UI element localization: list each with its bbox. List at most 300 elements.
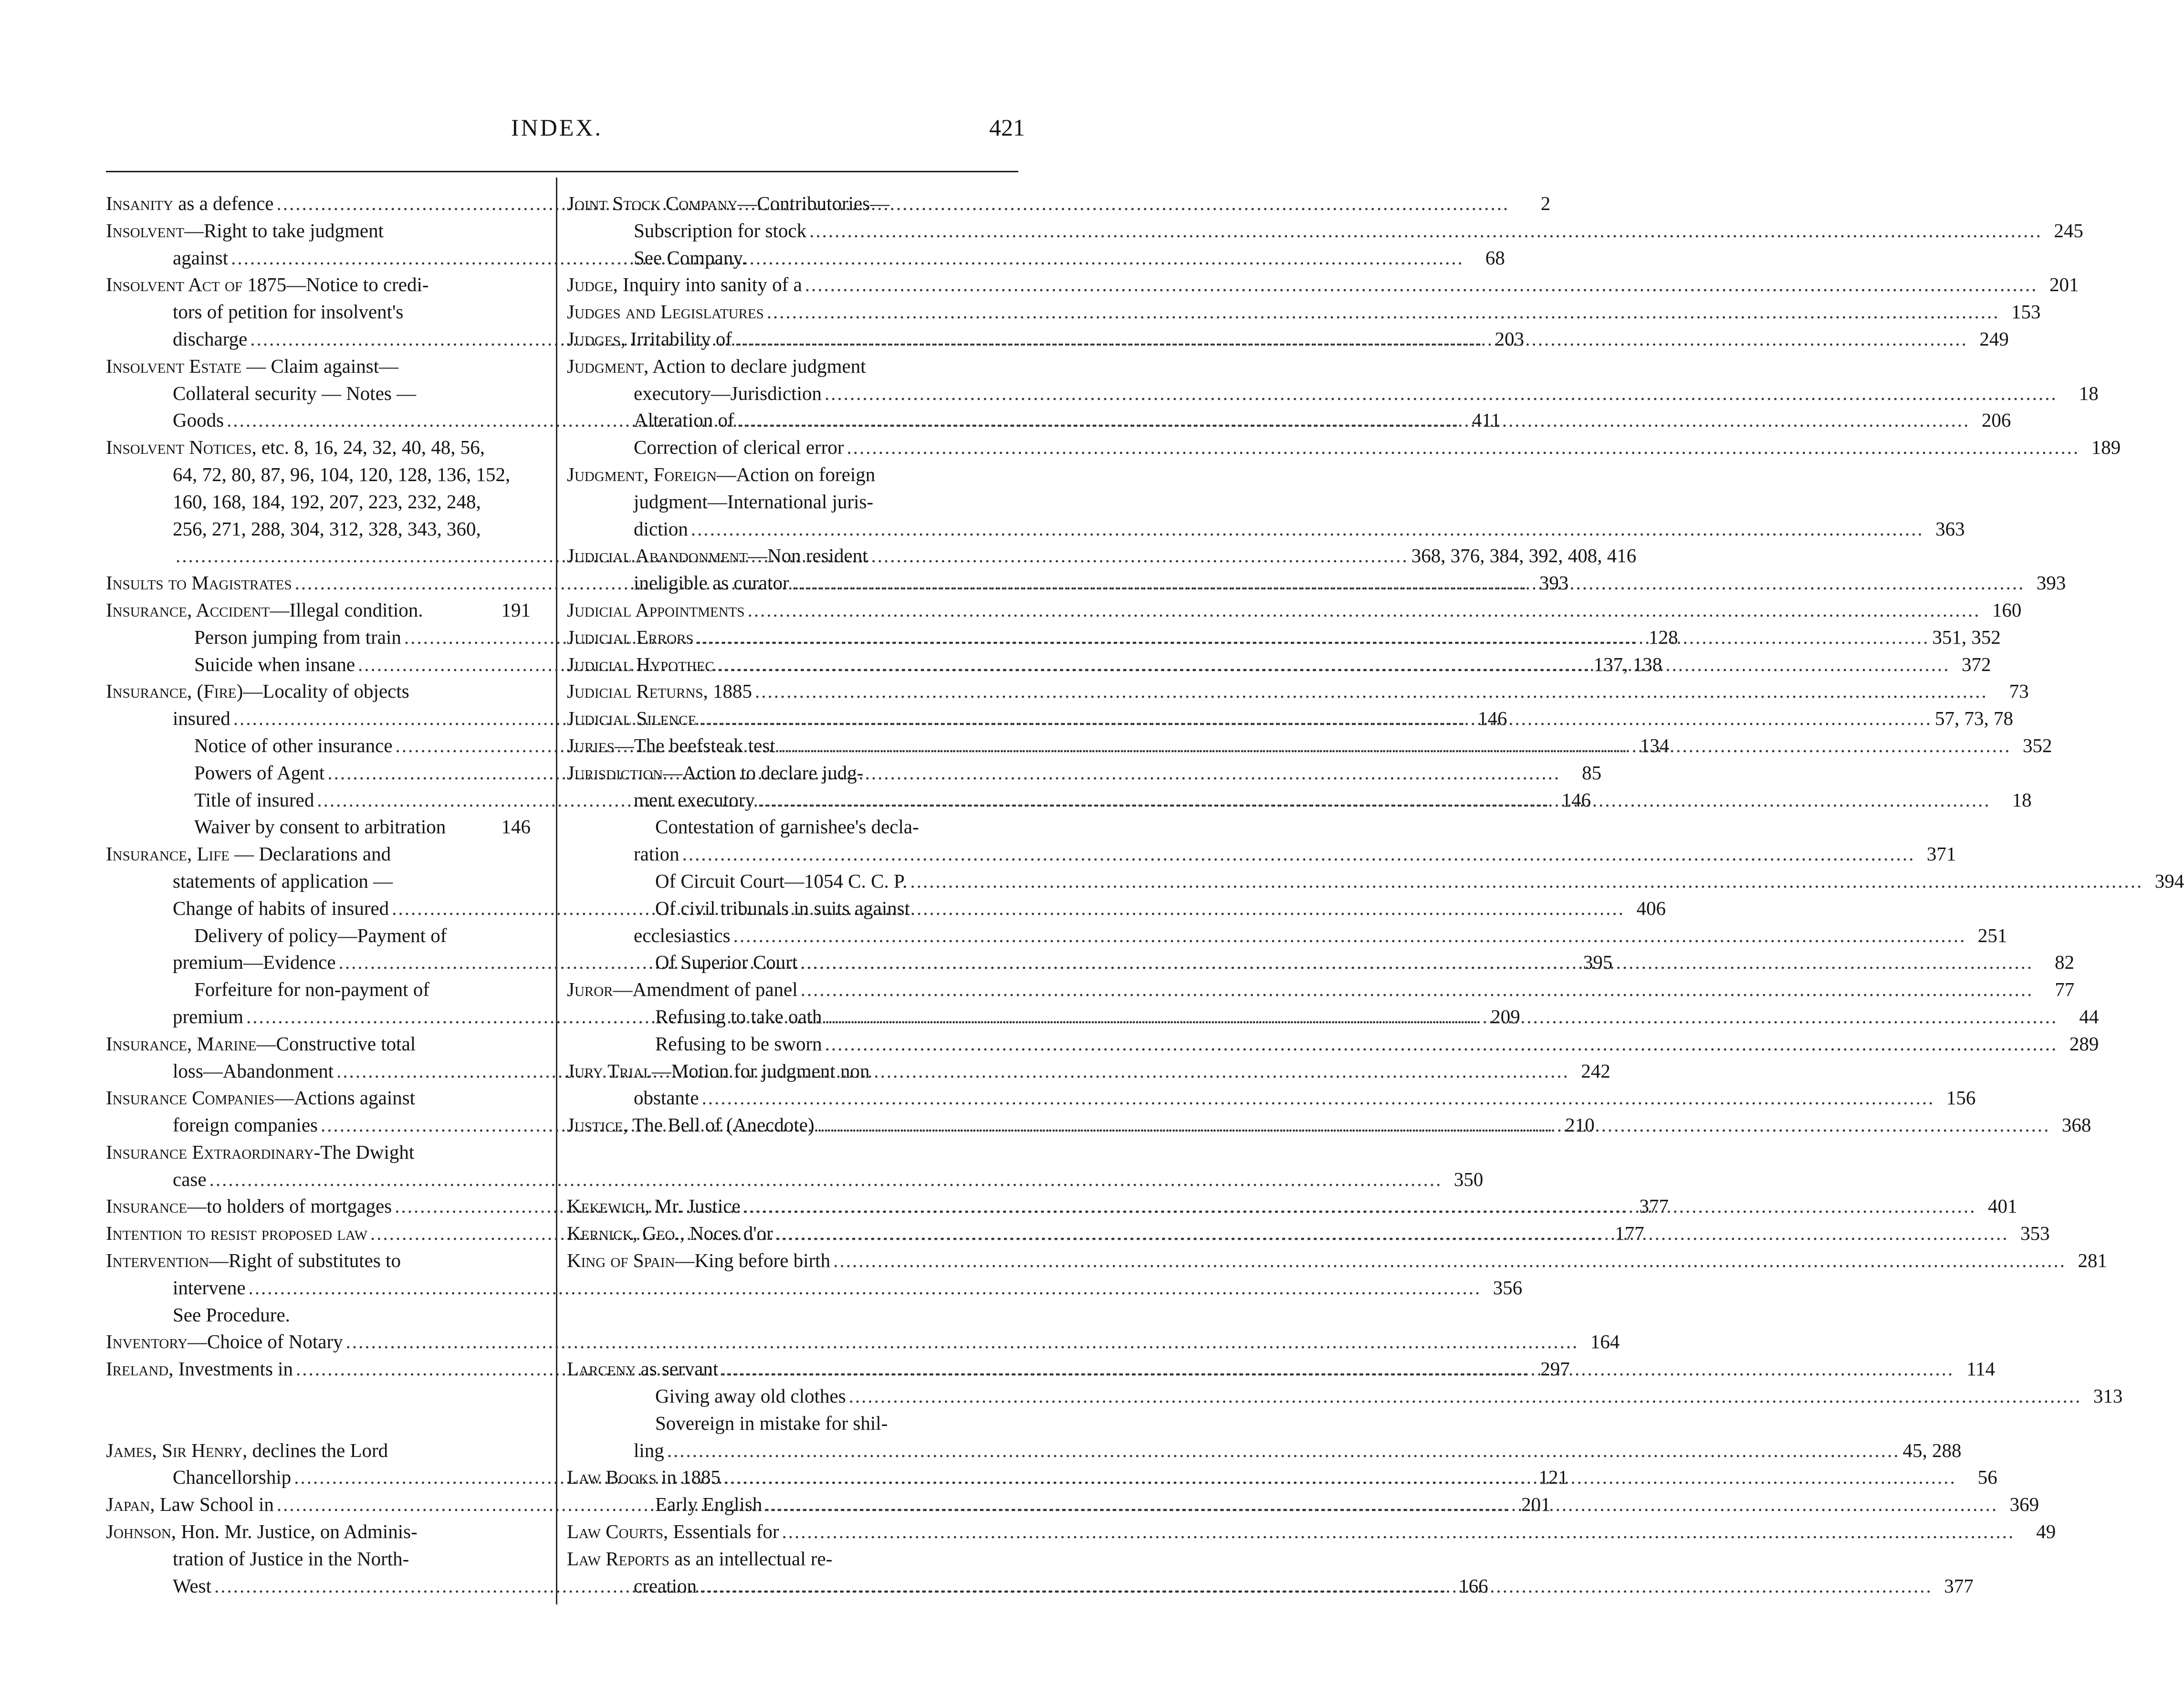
entry-text — [634, 1084, 699, 1111]
index-entry — [106, 1328, 1620, 1355]
entry-description: Action to declare judgment — [648, 355, 866, 377]
dot-leader — [737, 407, 1970, 434]
index-entry — [106, 271, 531, 298]
page-reference: 297 — [1540, 1358, 1570, 1380]
entry-description: —Actions against — [274, 1087, 416, 1109]
entry-heading: Judicial Errors — [567, 626, 694, 648]
page-reference: 372 — [1962, 653, 1991, 675]
entry-description: premium—Evidence — [173, 951, 336, 974]
entry-heading: Judges and Legislatures — [567, 301, 764, 323]
entry-description: Person jumping from train — [194, 626, 401, 648]
entry-text — [106, 1491, 274, 1518]
entry-description: Essentials for — [668, 1520, 779, 1543]
page-reference: 289 — [2069, 1032, 2099, 1055]
index-entry — [106, 1030, 531, 1058]
column-gap — [567, 1139, 992, 1166]
index-entry — [567, 922, 2007, 949]
page-reference: 249 — [1979, 327, 2009, 350]
page-reference: 160 — [1992, 598, 2022, 621]
entry-description: Powers of Agent — [194, 761, 325, 784]
entry-text — [634, 244, 992, 272]
entry-heading: Insurance, (Fire) — [106, 680, 243, 702]
page-reference: 377 — [1944, 1574, 1974, 1597]
index-entry — [567, 244, 992, 272]
entry-text — [106, 1084, 531, 1111]
index-entry — [567, 1247, 2107, 1274]
entry-description: —The beefsteak test — [614, 734, 775, 756]
page-reference: 201 — [2049, 273, 2079, 296]
page-reference: 73 — [2009, 680, 2029, 702]
entry-description: Title of insured — [194, 788, 314, 811]
page-reference: 128 — [1649, 626, 1678, 648]
entry-heading: Larceny — [567, 1358, 636, 1380]
index-entry — [106, 1518, 531, 1545]
dot-leader — [849, 1383, 2082, 1410]
entry-description: against — [173, 246, 229, 269]
dot-leader — [758, 786, 1991, 814]
entry-text — [655, 1491, 762, 1518]
index-entry — [106, 1301, 531, 1329]
entry-heading: Juries — [567, 734, 615, 756]
entry-description: —Action to declare judg- — [663, 761, 864, 784]
entry-description: insured — [173, 707, 230, 730]
entry-text — [106, 1355, 293, 1383]
entry-description: as servant — [636, 1358, 719, 1380]
entry-description: Hon. Mr. Justice, on Adminis- — [176, 1520, 418, 1543]
entry-heading: Intention to resist proposed law — [106, 1222, 368, 1245]
entry-text — [106, 434, 531, 461]
entry-text — [173, 407, 224, 434]
entry-text — [567, 1355, 718, 1383]
dot-leader — [767, 298, 2000, 325]
entry-description: —Illegal condition. — [270, 598, 423, 621]
entry-text — [655, 813, 992, 840]
dot-leader — [682, 840, 1915, 868]
entry-text — [106, 1247, 531, 1274]
entry-description: Subscription for stock — [634, 219, 807, 241]
entry-text — [106, 569, 292, 597]
entry-text — [567, 976, 798, 1003]
entry-description: Suicide when insane — [194, 653, 355, 675]
index-entry — [567, 1518, 2056, 1545]
entry-text — [655, 1003, 822, 1030]
entry-text — [173, 298, 531, 325]
index-entry — [106, 298, 531, 325]
entry-text — [106, 1437, 531, 1464]
entry-text — [173, 515, 531, 543]
entry-text — [567, 1545, 992, 1572]
page-reference: 77 — [2055, 978, 2075, 1001]
entry-description: creation — [634, 1574, 697, 1597]
entry-description: Change of habits of insured — [173, 897, 389, 919]
column-divider — [556, 178, 557, 1604]
entry-description: diction — [634, 517, 688, 540]
entry-text — [655, 895, 992, 922]
entry-text — [567, 759, 992, 786]
page-title: INDEX. — [511, 114, 603, 141]
entry-text — [567, 1193, 741, 1220]
entry-heading: Insurance Extraordinary — [106, 1141, 314, 1163]
page-reference: 281 — [2078, 1249, 2107, 1272]
dot-leader — [800, 949, 2033, 976]
entry-description: tration of Justice in the North- — [173, 1547, 409, 1570]
header-rule — [106, 171, 1018, 172]
entry-text — [106, 353, 531, 380]
page-reference: 18 — [2012, 788, 2032, 811]
dot-leader — [825, 1030, 2058, 1058]
entry-text — [634, 434, 844, 461]
entry-text — [194, 732, 393, 759]
page-reference: 156 — [1946, 1087, 1976, 1109]
entry-text — [634, 922, 731, 949]
page-reference: 371 — [1926, 843, 1956, 865]
entry-description: Mr. Justice — [649, 1195, 741, 1217]
entry-description: —Non resident — [747, 545, 868, 567]
entry-description: Inquiry into sanity of a — [617, 273, 802, 296]
dot-leader — [847, 434, 2080, 461]
entry-text — [173, 1545, 531, 1572]
entry-description: Notice of other insurance — [194, 734, 393, 756]
entry-text — [567, 542, 992, 569]
entry-text — [173, 1572, 211, 1600]
entry-description: ecclesiastics — [634, 924, 731, 946]
entry-description: as a defence — [173, 192, 274, 214]
page-reference: 146 — [1561, 788, 1591, 811]
index-entry — [567, 1437, 1962, 1464]
page-reference: 368 — [2061, 1114, 2091, 1136]
page-reference: 393 — [2036, 572, 2066, 594]
dot-leader — [721, 1355, 1954, 1383]
page-reference: 146 — [1477, 707, 1507, 730]
index-entry — [567, 461, 992, 488]
index-entry — [106, 813, 531, 840]
page-reference: 191 — [501, 598, 531, 621]
entry-text — [173, 488, 531, 515]
entry-text — [173, 380, 531, 407]
entry-text — [567, 732, 775, 759]
entry-text — [106, 597, 492, 624]
entry-text — [655, 1383, 846, 1410]
dot-leader — [667, 1437, 1900, 1464]
entry-heading: Japan, — [106, 1493, 155, 1516]
index-entry — [106, 1139, 531, 1166]
index-entry — [567, 1410, 992, 1437]
entry-description: ineligible as curator — [634, 572, 789, 594]
entry-heading: Judgment, — [567, 355, 649, 377]
entry-description: ling — [634, 1439, 664, 1461]
page-reference: 406 — [1636, 897, 1666, 919]
entry-heading: Insults to Magistrates — [106, 572, 292, 594]
index-entry — [106, 597, 531, 624]
entry-text — [173, 1111, 318, 1139]
index-entry — [106, 922, 531, 949]
entry-text — [567, 678, 752, 705]
index-entry — [567, 434, 2121, 461]
entry-description: 1875—Notice to credi- — [242, 273, 429, 296]
entry-text — [634, 569, 789, 597]
index-entry — [106, 217, 531, 244]
entry-description: loss—Abandonment — [173, 1059, 334, 1082]
entry-heading: Judges, — [567, 327, 626, 350]
entry-text — [194, 786, 314, 814]
entry-text — [194, 759, 324, 786]
entry-description: Of Superior Court — [655, 951, 798, 974]
entry-text — [567, 1058, 992, 1085]
entry-heading: Justice, — [567, 1114, 628, 1136]
entry-description: —to holders of mortgages — [187, 1195, 392, 1217]
page-reference: 313 — [2093, 1385, 2123, 1407]
index-entry — [567, 1030, 2099, 1058]
dot-leader — [809, 217, 2042, 244]
dot-leader — [733, 922, 1966, 949]
page-reference: 369 — [2009, 1493, 2039, 1516]
entry-description: etc. 8, 16, 24, 32, 40, 48, 56, — [256, 436, 485, 459]
index-entry — [567, 380, 2099, 407]
column-gap — [567, 1274, 992, 1301]
index-entry — [106, 678, 531, 705]
entry-description: — Declarations and — [230, 843, 391, 865]
entry-description: statements of application — — [173, 870, 393, 892]
page-reference: 201 — [1521, 1493, 1551, 1516]
entry-description: Refusing to be sworn — [655, 1032, 822, 1055]
page-reference: 2 — [1540, 192, 1551, 214]
entry-description: obstante — [634, 1087, 699, 1109]
entry-text — [567, 705, 696, 732]
entry-text — [567, 1247, 830, 1274]
entry-heading: Insanity — [106, 192, 173, 214]
entry-text — [106, 217, 531, 244]
page-reference: 377 — [1639, 1195, 1669, 1217]
index-entry — [106, 353, 531, 380]
entry-description: premium — [173, 1005, 244, 1027]
entry-text — [173, 461, 531, 488]
entry-description: Noces d'or — [684, 1222, 773, 1245]
page-reference: 153 — [2011, 301, 2041, 323]
index-entry — [567, 217, 2083, 244]
page-reference: 351, 352 — [1932, 626, 2001, 648]
page-reference: 164 — [1590, 1331, 1620, 1353]
index-entry — [567, 678, 2029, 705]
page-reference: 134 — [1640, 734, 1670, 756]
index-entry — [567, 1058, 992, 1085]
entry-text — [634, 840, 679, 868]
index-entry — [106, 1084, 531, 1111]
dot-leader — [723, 1464, 1956, 1491]
entry-text — [655, 1030, 822, 1058]
entry-text — [567, 353, 992, 380]
index-entry — [106, 488, 531, 515]
entry-description: Irritability of — [625, 327, 732, 350]
entry-heading: Kernick, Geo., — [567, 1222, 685, 1245]
entry-text — [173, 325, 247, 353]
dot-leader — [825, 1003, 2058, 1030]
entry-text — [173, 1003, 243, 1030]
entry-heading: Insolvent Estate — [106, 355, 242, 377]
entry-description: Of Circuit Court—1054 C. C. P. — [655, 870, 908, 892]
entry-heading: Insurance, Marine — [106, 1032, 257, 1055]
entry-description: West — [173, 1574, 211, 1597]
entry-text — [634, 1572, 697, 1600]
dot-leader — [792, 569, 2025, 597]
page-reference: 352 — [2022, 734, 2052, 756]
entry-description: See Company. — [634, 246, 747, 269]
page-reference: 394 — [2154, 870, 2184, 892]
entry-text — [567, 651, 714, 678]
entry-heading: James, Sir Henry, — [106, 1439, 248, 1461]
index-entry — [567, 759, 992, 786]
entry-heading: Insolvent Notices, — [106, 436, 257, 459]
index-entry — [567, 976, 2075, 1003]
index-entry — [106, 1545, 531, 1572]
entry-text — [106, 271, 531, 298]
entry-text — [567, 461, 992, 488]
entry-text — [567, 325, 732, 353]
dot-leader — [801, 976, 2034, 1003]
page-reference: 242 — [1581, 1059, 1610, 1082]
entry-description: foreign companies — [173, 1114, 318, 1136]
page-reference: 68 — [1485, 246, 1505, 269]
entry-description: Giving away old clothes — [655, 1385, 846, 1407]
index-entry — [567, 1545, 992, 1572]
index-entry — [106, 434, 531, 461]
entry-heading: Johnson, — [106, 1520, 177, 1543]
index-entry — [106, 380, 531, 407]
entry-text — [634, 217, 806, 244]
entry-text — [173, 895, 389, 922]
entry-text — [106, 840, 531, 868]
page-reference: 121 — [1538, 1466, 1568, 1488]
page-reference: 401 — [1987, 1195, 2017, 1217]
entry-text — [106, 1518, 531, 1545]
dot-leader — [765, 1491, 1998, 1518]
entry-heading: Law Reports — [567, 1547, 669, 1570]
entry-description: Refusing to take oath — [655, 1005, 822, 1027]
entry-text — [173, 1166, 207, 1193]
dot-leader — [910, 868, 2143, 895]
entry-description: tors of petition for insolvent's — [173, 301, 404, 323]
page-reference: 353 — [2020, 1222, 2050, 1245]
page-reference: 82 — [2055, 951, 2075, 974]
index-entry — [567, 488, 992, 515]
entry-description: —Right of substitutes to — [209, 1249, 401, 1272]
page-reference: 56 — [1977, 1466, 1997, 1488]
page-reference: 209 — [1491, 1005, 1520, 1027]
entry-text — [655, 868, 907, 895]
entry-text — [634, 786, 755, 814]
column-gap — [106, 1383, 531, 1410]
entry-description: —Choice of Notary — [188, 1331, 343, 1353]
entry-text — [173, 1301, 531, 1329]
page-reference: 368, 376, 384, 392, 408, 416 — [1411, 545, 1637, 567]
entry-text — [194, 922, 531, 949]
index-entry — [106, 976, 531, 1003]
dot-leader — [748, 597, 1981, 624]
index-entry — [106, 1166, 1484, 1193]
index-entry — [567, 895, 992, 922]
entry-text — [194, 813, 492, 840]
page-reference: 411 — [1472, 409, 1501, 431]
entry-description: The Bell of (Anecdote) — [627, 1114, 815, 1136]
dot-leader — [825, 380, 2058, 407]
index-entry — [106, 1247, 531, 1274]
entry-heading: Joint Stock Company — [567, 192, 738, 214]
entry-heading: Judicial Hypothec — [567, 653, 714, 675]
index-entry — [567, 271, 2079, 298]
entry-description: in 1885 — [656, 1466, 721, 1488]
entry-text — [173, 1464, 291, 1491]
entry-heading: Jury Trial — [567, 1059, 652, 1082]
index-entry — [567, 569, 2066, 597]
entry-heading: Judgment, Foreign — [567, 463, 717, 485]
entry-description: Waiver by consent to arbitration — [194, 816, 446, 838]
entry-text — [173, 1274, 246, 1301]
index-entry — [567, 1084, 1976, 1111]
dot-leader — [817, 1111, 2050, 1139]
entry-description: —Contributories— — [737, 192, 890, 214]
entry-text — [567, 1111, 815, 1139]
dot-leader — [778, 732, 2011, 759]
index-entry — [567, 597, 2022, 624]
entry-description: Investments in — [173, 1358, 293, 1380]
entry-heading: Inventory — [106, 1331, 188, 1353]
index-entry — [106, 461, 531, 488]
entry-description: —Motion for judgment non — [651, 1059, 870, 1082]
entry-text — [634, 488, 992, 515]
page-reference: 49 — [2036, 1520, 2056, 1543]
page-reference: 393 — [1539, 572, 1569, 594]
entry-heading: Judge, — [567, 273, 618, 296]
index-entry — [106, 1437, 531, 1464]
index-entry — [567, 353, 992, 380]
entry-text — [173, 949, 336, 976]
entry-heading: Jurisdiction — [567, 761, 663, 784]
dot-leader — [691, 515, 1924, 543]
dot-leader — [702, 1084, 1935, 1111]
page-reference: 57, 73, 78 — [1935, 707, 2014, 730]
column-gap — [106, 1410, 531, 1437]
entry-description: ment executory — [634, 788, 755, 811]
entry-text — [567, 1464, 721, 1491]
entry-description: judgment—International juris- — [634, 490, 874, 513]
entry-text — [655, 949, 797, 976]
entry-text — [173, 868, 531, 895]
page-reference: 45, 288 — [1902, 1439, 1962, 1461]
page-reference: 251 — [1977, 924, 2007, 946]
dot-leader — [699, 705, 1932, 732]
entry-text — [106, 678, 531, 705]
entry-description: 1885 — [708, 680, 752, 702]
entry-description: — Claim against— — [241, 355, 399, 377]
entry-text — [567, 624, 694, 651]
entry-description: ration — [634, 843, 679, 865]
index-entry — [567, 868, 2184, 895]
column-gap — [567, 1301, 992, 1329]
index-entry — [567, 515, 1965, 543]
entry-description: —Locality of objects — [243, 680, 409, 702]
entry-description: Contestation of garnishee's decla- — [655, 816, 919, 838]
page-reference: 44 — [2079, 1005, 2099, 1027]
entry-text — [106, 1220, 367, 1247]
dot-leader — [700, 1572, 1933, 1600]
index-entry — [567, 813, 992, 840]
entry-description: Of civil tribunals in suits against — [655, 897, 910, 919]
entry-text — [567, 1518, 779, 1545]
page-reference: 189 — [2091, 436, 2121, 459]
entry-text — [567, 298, 764, 325]
entry-description: See Procedure. — [173, 1303, 290, 1326]
entry-description: —Right to take judgment — [184, 219, 384, 241]
entry-heading: Law Books — [567, 1466, 657, 1488]
